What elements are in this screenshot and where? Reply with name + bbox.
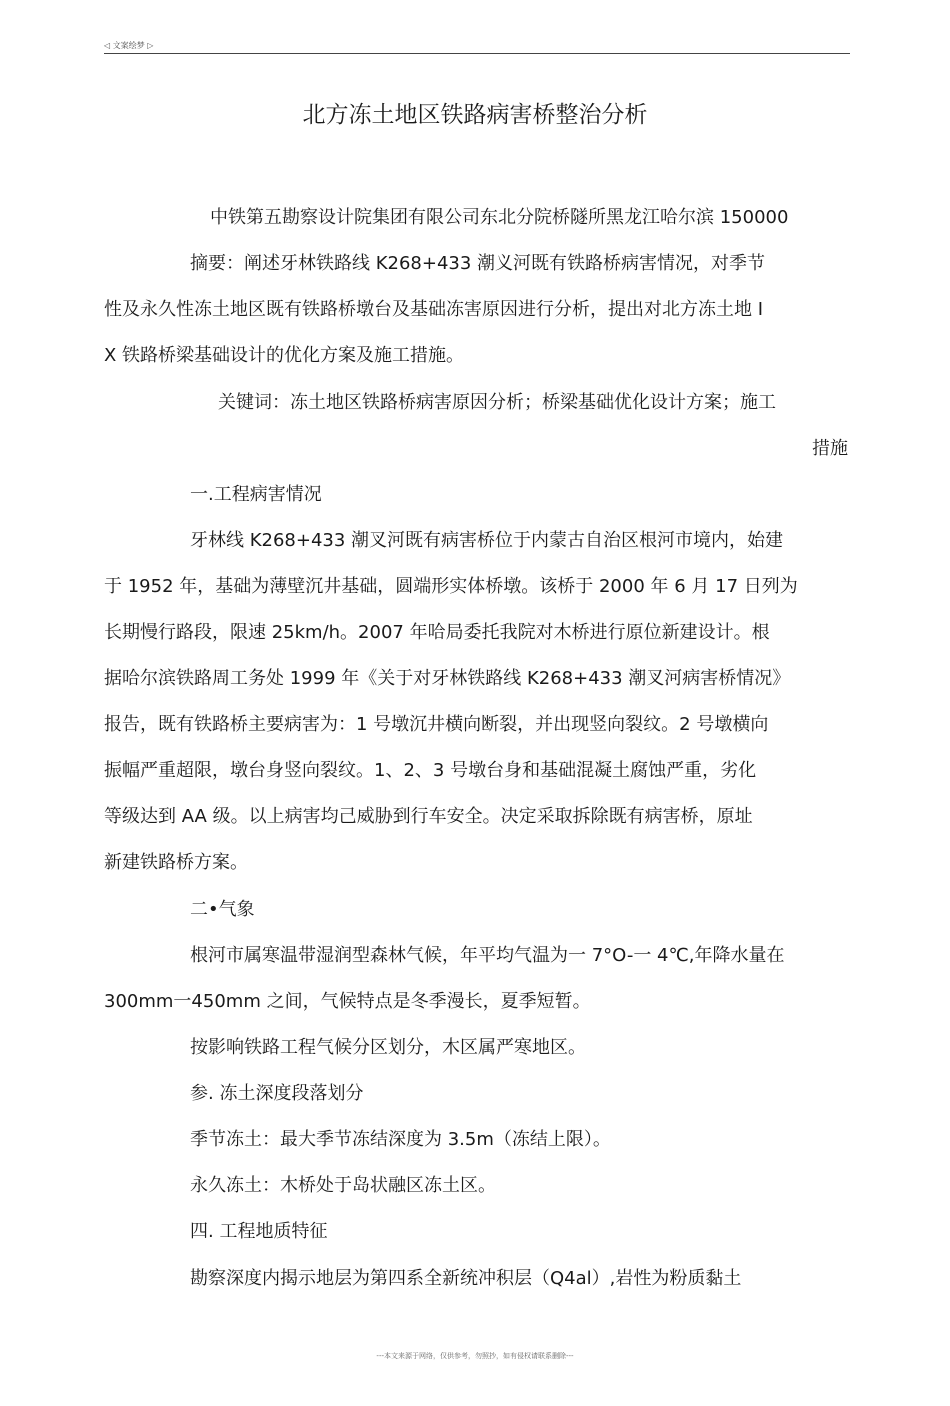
paragraph-line: 牙林线 K268+433 潮叉河既有病害桥位于内蒙古自治区根河市境内，始建 <box>190 530 784 551</box>
section-heading-1: 一.工程病害情况 <box>190 484 322 505</box>
section-heading-2: 二•气象 <box>190 899 255 920</box>
paragraph-line: 根河市属寒温带湿润型森林气候，年平均气温为一 7°O-一 4℃,年降水量在 <box>190 945 785 966</box>
paragraph-line: 按影响铁路工程气候分区划分，木区属严寒地区。 <box>190 1037 586 1058</box>
author-affiliation: 中铁第五勘察设计院集团有限公司东北分院桥隧所黑龙江哈尔滨 150000 <box>210 207 789 228</box>
paragraph-line: 勘察深度内揭示地层为第四系全新统冲积层（Q4al）,岩性为粉质黏土 <box>190 1268 742 1289</box>
page-footer: ---本文来源于网络，仅供参考，勿照抄，如有侵权请联系删除--- <box>376 1352 574 1360</box>
keywords-line-1: 关键词：冻土地区铁路桥病害原因分析；桥梁基础优化设计方案；施工 <box>218 392 776 413</box>
paragraph-line: 长期慢行路段，限速 25km/h。2007 年哈局委托我院对木桥进行原位新建设计。根 <box>104 622 770 643</box>
page-header: ◁ 文案绘梦 ▷ <box>104 41 154 50</box>
paragraph-line: 新建铁路桥方案。 <box>104 852 248 873</box>
abstract-line-1: 摘要：阐述牙林铁路线 K268+433 潮义河既有铁路桥病害情况，对季节 <box>190 253 766 274</box>
paragraph-line: 于 1952 年，基础为薄壁沉井基础，圆端形实体桥墩。该桥于 2000 年 6 月 17 日列为 <box>104 576 798 597</box>
document-title: 北方冻土地区铁路病害桥整治分析 <box>302 102 648 128</box>
paragraph-line: 300mm一450mm 之间，气候特点是冬季漫长，夏季短暂。 <box>104 991 591 1012</box>
header-rule <box>104 53 850 54</box>
paragraph-line: 等级达到 AA 级。以上病害均己威胁到行车安全。决定采取拆除既有病害桥，原址 <box>104 806 753 827</box>
paragraph-line: 据哈尔滨铁路周工务处 1999 年《关于对牙林铁路线 K268+433 潮叉河病害桥情况》 <box>104 668 791 689</box>
paragraph-line: 报告，既有铁路桥主要病害为：1 号墩沉井横向断裂，并出现竖向裂纹。2 号墩横向 <box>104 714 769 735</box>
abstract-line-2: 性及永久性冻土地区既有铁路桥墩台及基础冻害原因进行分析，提出对北方冻土地 I <box>104 299 764 320</box>
abstract-line-3: X 铁路桥梁基础设计的优化方案及施工措施。 <box>104 345 465 366</box>
section-heading-4: 四. 工程地质特征 <box>190 1221 328 1242</box>
paragraph-line: 振幅严重超限，墩台身竖向裂纹。1、2、3 号墩台身和基础混凝土腐蚀严重，劣化 <box>104 760 757 781</box>
section-heading-3: 参. 冻土深度段落划分 <box>190 1083 364 1104</box>
keywords-line-2: 措施 <box>812 438 848 459</box>
paragraph-line: 季节冻土：最大季节冻结深度为 3.5m（冻结上限）。 <box>190 1129 611 1150</box>
paragraph-line: 永久冻土：木桥处于岛状融区冻土区。 <box>190 1175 496 1196</box>
